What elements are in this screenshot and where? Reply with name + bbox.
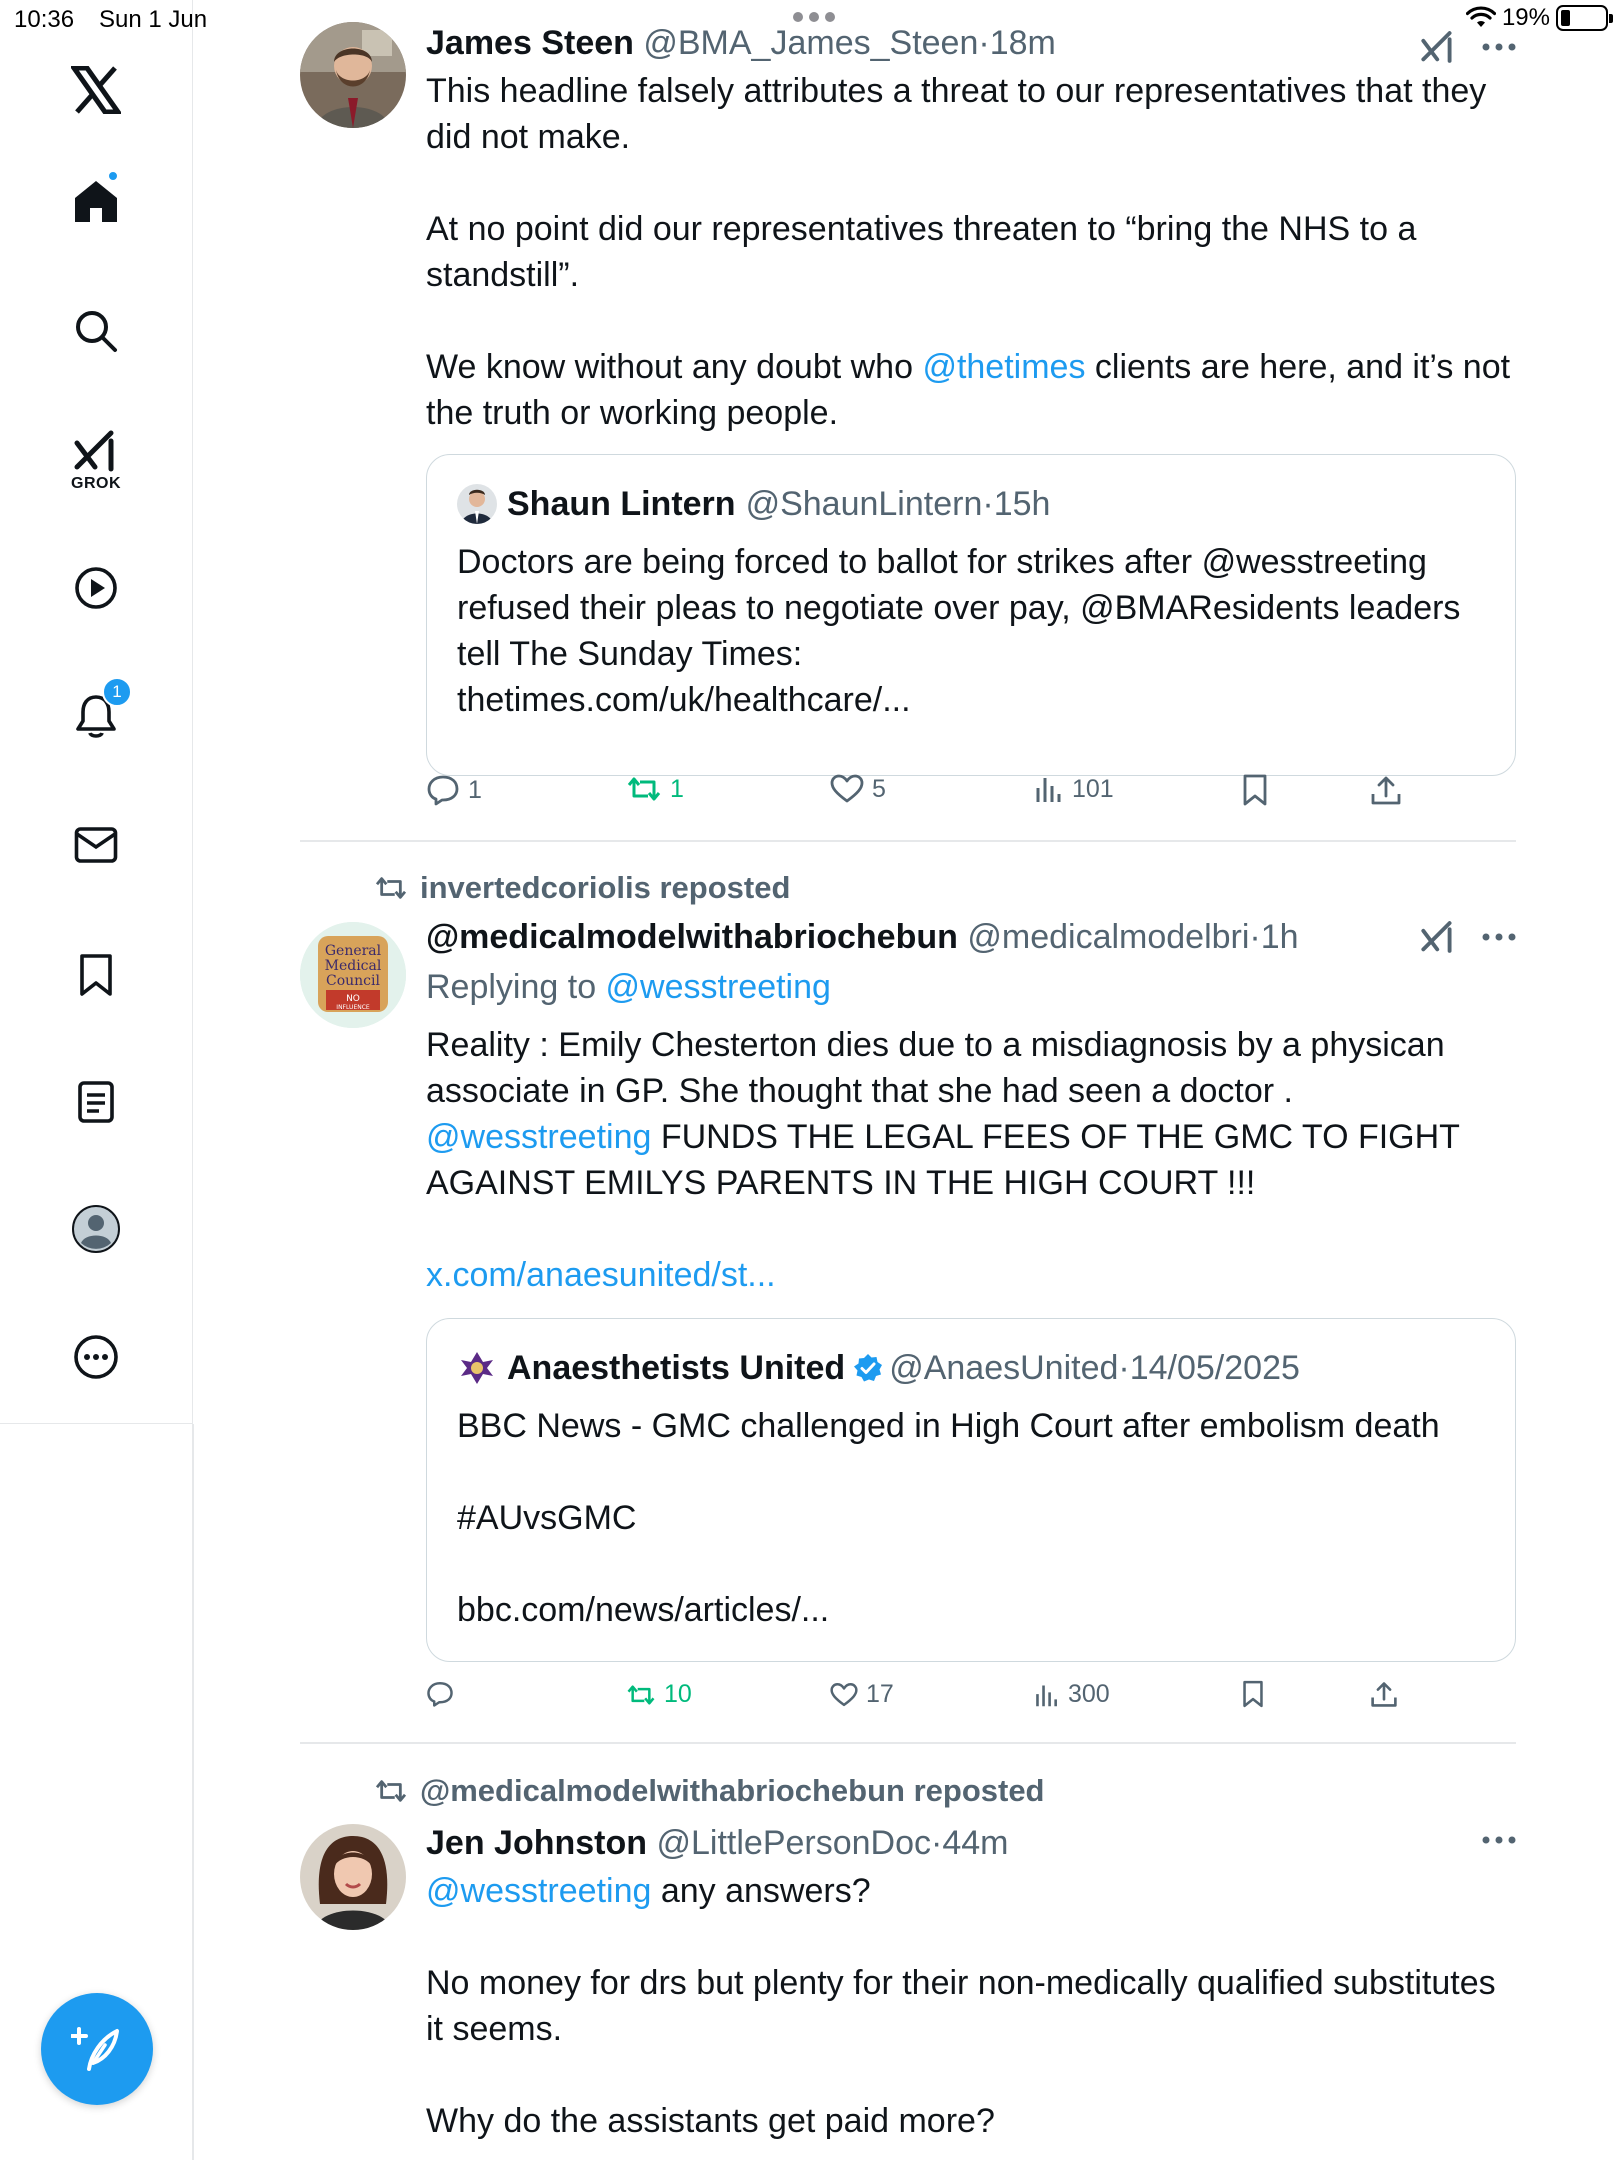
views-icon (1034, 1682, 1060, 1708)
x-logo-icon[interactable] (71, 66, 121, 114)
quote-link: bbc.com/news/articles/... (457, 1591, 830, 1629)
repost-indicator (374, 1773, 1045, 1809)
grok-icon (73, 429, 119, 473)
post-divider (300, 1742, 1516, 1744)
svg-text:General: General (324, 943, 382, 959)
quote-header (457, 1347, 1485, 1389)
more-icon[interactable] (1482, 1836, 1516, 1844)
timeline-feed (300, 0, 1516, 2160)
post-paragraph-blank (426, 1206, 1516, 1252)
post-time[interactable]: 1h (1260, 918, 1299, 956)
verified-badge-icon (853, 1353, 883, 1383)
home-unread-dot (107, 170, 119, 182)
reply-icon (426, 1680, 454, 1708)
sidebar-item-grok[interactable] (71, 429, 121, 493)
repost-by-text[interactable]: @medicalmodelwithabriochebun reposted (420, 1773, 1045, 1808)
sidebar-nav (0, 0, 193, 1424)
text-fragment: clients are here, and it’s not the truth or working people. (426, 348, 1511, 432)
notifications-badge: 1 (102, 677, 132, 707)
repost-count: 1 (670, 774, 684, 803)
sidebar-item-more[interactable] (73, 1334, 119, 1380)
post-paragraph: At no point did our representatives threaten to “bring the NHS to a standstill”. (426, 210, 1417, 294)
reply-icon (426, 774, 460, 806)
repost-indicator (374, 870, 790, 906)
post-paragraph (426, 160, 1516, 206)
sidebar-item-lists[interactable] (77, 1080, 115, 1124)
text-fragment: FUNDS THE LEGAL FEES OF THE GMC TO FIGHT AGAINST EMILYS PARENTS IN THE HIGH COURT !!! (426, 1118, 1460, 1202)
avatar-shaun-lintern[interactable] (457, 484, 497, 524)
replying-to (426, 966, 1516, 1008)
battery-icon (1556, 5, 1608, 31)
author-handle[interactable]: @LittlePersonDoc (656, 1824, 932, 1862)
sidebar-item-explore[interactable] (74, 309, 118, 353)
post-paragraph (426, 1114, 1516, 1206)
bookmark-button[interactable] (1242, 1680, 1264, 1708)
quote-header (457, 483, 1485, 525)
sidebar-item-profile[interactable] (71, 1204, 121, 1254)
post-header (426, 22, 1516, 64)
post-time[interactable]: 44m (942, 1824, 1009, 1862)
quote-paragraph (457, 1449, 1485, 1495)
quote-author-handle[interactable]: @AnaesUnited (889, 1349, 1119, 1387)
post-divider (300, 840, 1516, 842)
quote-time: 14/05/2025 (1129, 1349, 1300, 1387)
quote-hashtag: #AUvsGMC (457, 1499, 637, 1537)
quote-author-name[interactable]: Shaun Lintern (507, 485, 736, 523)
more-icon[interactable] (1482, 933, 1516, 941)
avatar-james-steen[interactable] (300, 22, 406, 128)
separator: · (1118, 1349, 1130, 1387)
like-count: 17 (866, 1680, 894, 1708)
sidebar-item-home[interactable] (73, 178, 119, 224)
search-icon (74, 309, 118, 353)
repost-count: 10 (664, 1680, 692, 1708)
post-actions (426, 774, 1516, 814)
share-icon (1370, 1680, 1398, 1708)
author-handle[interactable]: @medicalmodelbri (967, 918, 1250, 956)
post-header (426, 916, 1516, 958)
mention-link[interactable]: @wesstreeting (426, 1872, 652, 1910)
author-handle[interactable]: @BMA_James_Steen (643, 24, 979, 62)
like-button[interactable] (830, 774, 886, 804)
views-icon (1034, 774, 1064, 804)
post-paragraph: No money for drs but plenty for their non-medically qualified substitutes it seems. (426, 1964, 1496, 2048)
post-paragraph (426, 1914, 1516, 1960)
bookmark-icon (1242, 1680, 1264, 1708)
post-text (426, 1022, 1516, 1298)
post-paragraph: This headline falsely attributes a threat to our representatives that they did not make. (426, 72, 1487, 156)
compose-button[interactable] (41, 1993, 153, 2105)
repost-button[interactable] (626, 774, 684, 804)
profile-icon (71, 1204, 121, 1254)
replying-handle-link[interactable]: @wesstreeting (605, 968, 831, 1006)
author-name[interactable]: James Steen (426, 24, 634, 62)
text-fragment: We know without any doubt who (426, 348, 923, 386)
quote-link: thetimes.com/uk/healthcare/... (457, 681, 911, 719)
quoted-post[interactable] (426, 454, 1516, 776)
repost-icon (374, 874, 408, 902)
quote-text (457, 1403, 1485, 1633)
lists-icon (77, 1080, 115, 1124)
views-button[interactable] (1034, 774, 1114, 804)
share-icon (1370, 774, 1402, 806)
status-time: 10:36 (14, 6, 75, 33)
home-icon (73, 178, 119, 224)
sidebar-item-notifications[interactable] (74, 682, 122, 739)
reply-count: 1 (468, 775, 482, 804)
heart-icon (830, 1682, 858, 1708)
grok-icon[interactable] (1420, 30, 1456, 64)
avatar-medicalmodel[interactable] (300, 922, 406, 1028)
repost-by-text[interactable]: invertedcoriolis reposted (420, 870, 791, 905)
heart-icon (830, 774, 864, 804)
post-text (426, 68, 1516, 436)
sidebar-item-video[interactable] (74, 566, 118, 610)
quoted-post[interactable] (426, 1318, 1516, 1662)
post-header (426, 1822, 1516, 1864)
battery-percent: 19% (1501, 4, 1550, 31)
author-name[interactable]: @medicalmodelwithabriochebun (426, 918, 958, 956)
bookmark-icon (78, 953, 114, 997)
views-count: 300 (1068, 1680, 1110, 1708)
post-time[interactable]: 18m (989, 24, 1056, 62)
svg-text:INFLUENCE: INFLUENCE (336, 1004, 370, 1011)
grok-label: GROK (71, 475, 121, 492)
like-count: 5 (872, 774, 886, 803)
post-text (426, 1868, 1516, 2144)
bookmark-icon (1242, 774, 1268, 806)
post-link[interactable]: x.com/anaesunited/st... (426, 1256, 776, 1294)
separator: · (1249, 918, 1261, 956)
sidebar-item-messages[interactable] (74, 826, 118, 864)
views-button[interactable] (1034, 1680, 1110, 1709)
share-button[interactable] (1370, 774, 1402, 806)
avatar-jen-johnston[interactable] (300, 1824, 406, 1930)
repost-icon (374, 1777, 408, 1805)
separator: · (931, 1824, 943, 1862)
quote-time: 15h (993, 485, 1051, 523)
replying-prefix: Replying to (426, 968, 606, 1006)
mention-link[interactable]: @thetimes (922, 348, 1086, 386)
quote-paragraph (457, 1541, 1485, 1587)
sidebar-item-bookmarks[interactable] (78, 953, 114, 997)
repost-icon (626, 1682, 656, 1708)
post-paragraph (426, 344, 1516, 436)
post-paragraph: Why do the assistants get paid more? (426, 2102, 995, 2140)
quote-author-handle[interactable]: @ShaunLintern (745, 485, 983, 523)
bookmark-button[interactable] (1242, 774, 1268, 806)
text-fragment: any answers? (651, 1872, 871, 1910)
quote-author-name[interactable]: Anaesthetists United (507, 1349, 846, 1387)
quote-text (457, 539, 1485, 723)
post-actions (426, 1680, 1516, 1720)
avatar-anaesthetists-united[interactable] (457, 1348, 497, 1388)
author-name[interactable]: Jen Johnston (426, 1824, 648, 1862)
mail-icon (74, 826, 118, 864)
repost-icon (626, 774, 662, 804)
separator: · (982, 485, 994, 523)
more-circle-icon (73, 1334, 119, 1380)
grok-icon[interactable] (1420, 920, 1456, 954)
svg-text:Council: Council (326, 973, 380, 989)
svg-text:NO: NO (346, 994, 360, 1004)
reply-button[interactable] (426, 1680, 454, 1708)
repost-button[interactable] (626, 1680, 692, 1709)
share-button[interactable] (1370, 1680, 1398, 1708)
quote-paragraph: BBC News - GMC challenged in High Court after embolism death (457, 1407, 1440, 1445)
svg-text:Medical: Medical (324, 958, 382, 974)
separator: · (978, 24, 990, 62)
post-paragraph (426, 298, 1516, 344)
status-date: Sun 1 Jun (99, 6, 208, 33)
views-count: 101 (1072, 774, 1114, 803)
mention-link[interactable]: @wesstreeting (426, 1118, 652, 1156)
compose-icon (71, 2025, 123, 2073)
post-paragraph (426, 2052, 1516, 2098)
play-icon (74, 566, 118, 610)
sidebar-border (192, 1424, 194, 2160)
reply-button[interactable] (426, 774, 482, 806)
like-button[interactable] (830, 1680, 894, 1709)
post-paragraph (426, 1868, 1516, 1914)
quote-paragraph: Doctors are being forced to ballot for strikes after @wesstreeting refused their pleas to negotiate over pay, @BMAResidents leaders tell The Sunday Times: (457, 543, 1461, 673)
post-paragraph: Reality : Emily Chesterton dies due to a misdiagnosis by a physican associate in GP. She thought that she had seen a doctor . (426, 1026, 1445, 1110)
more-icon[interactable] (1482, 43, 1516, 51)
